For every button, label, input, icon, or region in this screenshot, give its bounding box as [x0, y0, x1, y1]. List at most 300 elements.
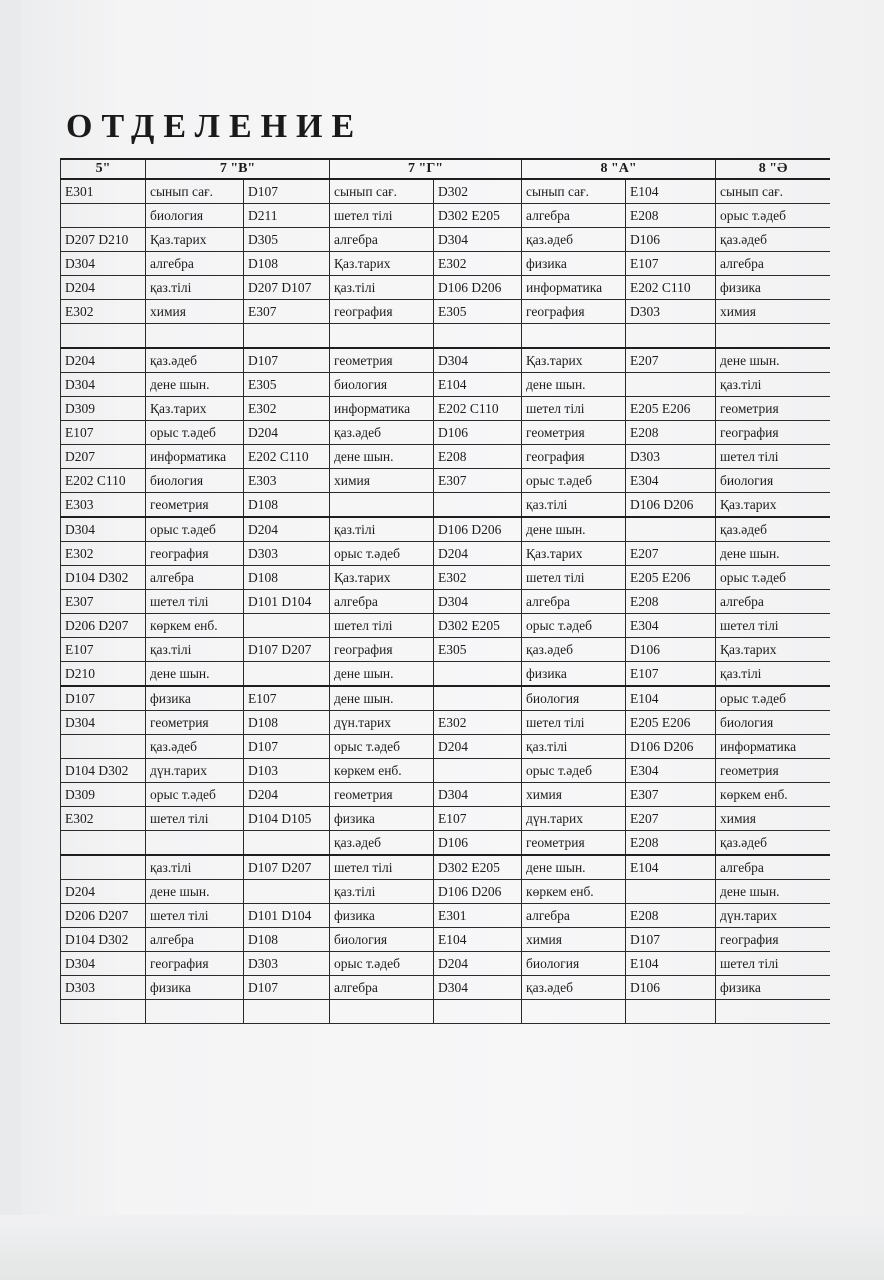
table-row — [61, 179, 831, 204]
room-cell: D204 — [244, 783, 330, 807]
table-row — [61, 348, 831, 373]
room-cell — [61, 1000, 146, 1024]
subject-cell: орыс т.әдеб — [330, 952, 434, 976]
subject-cell: физика — [330, 904, 434, 928]
room-cell: D108 — [244, 252, 330, 276]
room-cell: D108 — [244, 493, 330, 518]
subject-cell: химия — [522, 783, 626, 807]
subject-cell: орыс т.әдеб — [522, 614, 626, 638]
table-row — [61, 566, 831, 590]
subject-cell: дене шын. — [330, 445, 434, 469]
room-cell: E202 C110 — [244, 445, 330, 469]
room-cell — [434, 759, 522, 783]
class-header-row — [61, 159, 831, 179]
room-cell: D106 D206 — [626, 735, 716, 759]
subject-cell: дене шын. — [146, 880, 244, 904]
room-cell — [434, 493, 522, 518]
room-cell: D304 — [434, 228, 522, 252]
subject-cell: Қаз.тарих — [330, 566, 434, 590]
subject-cell: алгебра — [146, 566, 244, 590]
table-row — [61, 421, 831, 445]
subject-cell: шетел тілі — [522, 711, 626, 735]
room-cell — [244, 831, 330, 856]
room-cell — [244, 662, 330, 687]
table-row — [61, 373, 831, 397]
room-cell: D106 D206 — [626, 493, 716, 518]
subject-cell: физика — [146, 976, 244, 1000]
subject-cell: қаз.әдеб — [522, 638, 626, 662]
subject-cell: шетел тілі — [146, 807, 244, 831]
room-cell: D107 — [244, 179, 330, 204]
room-cell: D302 E205 — [434, 614, 522, 638]
room-cell: E205 E206 — [626, 566, 716, 590]
subject-cell: геометрия — [146, 711, 244, 735]
class-header: 5" — [61, 159, 146, 179]
subject-cell: дүн.тарих — [716, 904, 830, 928]
subject-cell: физика — [146, 686, 244, 711]
table-row — [61, 783, 831, 807]
table-row — [61, 542, 831, 566]
room-cell: D304 — [434, 783, 522, 807]
subject-cell: алгебра — [716, 252, 830, 276]
room-cell: D106 — [434, 421, 522, 445]
subject-cell: шетел тілі — [716, 445, 830, 469]
subject-cell: қаз.тілі — [330, 276, 434, 300]
subject-cell — [330, 493, 434, 518]
subject-cell: алгебра — [716, 855, 830, 880]
subject-cell: геометрия — [146, 493, 244, 518]
subject-cell: қаз.әдеб — [716, 228, 830, 252]
table-row — [61, 807, 831, 831]
subject-cell: алгебра — [146, 928, 244, 952]
room-cell — [434, 662, 522, 687]
subject-cell: алгебра — [522, 904, 626, 928]
room-cell: D305 — [244, 228, 330, 252]
room-cell: E208 — [626, 590, 716, 614]
subject-cell: қаз.тілі — [522, 493, 626, 518]
subject-cell: қаз.әдеб — [330, 421, 434, 445]
room-cell: E302 — [61, 807, 146, 831]
subject-cell: қаз.әдеб — [330, 831, 434, 856]
room-cell — [61, 324, 146, 349]
subject-cell: дене шын. — [716, 348, 830, 373]
subject-cell — [716, 324, 830, 349]
room-cell — [61, 735, 146, 759]
class-header: 7 "Г" — [330, 159, 522, 179]
subject-cell: қаз.тілі — [146, 855, 244, 880]
subject-cell: физика — [522, 252, 626, 276]
room-cell: E104 — [434, 373, 522, 397]
table-row — [61, 517, 831, 542]
table-row — [61, 928, 831, 952]
subject-cell: Қаз.тарих — [522, 542, 626, 566]
subject-cell: орыс т.әдеб — [716, 686, 830, 711]
schedule-table-wrapper — [60, 158, 830, 1148]
room-cell: E303 — [244, 469, 330, 493]
room-cell: D303 — [244, 542, 330, 566]
subject-cell — [330, 1000, 434, 1024]
subject-cell: алгебра — [716, 590, 830, 614]
table-row — [61, 493, 831, 518]
room-cell: E207 — [626, 542, 716, 566]
subject-cell: информатика — [330, 397, 434, 421]
subject-cell: Қаз.тарих — [716, 638, 830, 662]
room-cell: E205 E206 — [626, 711, 716, 735]
room-cell: E305 — [434, 300, 522, 324]
room-cell: D106 — [626, 976, 716, 1000]
subject-cell: дене шын. — [146, 373, 244, 397]
subject-cell: шетел тілі — [146, 904, 244, 928]
subject-cell — [522, 324, 626, 349]
schedule-body — [61, 179, 831, 1024]
room-cell: D207 D210 — [61, 228, 146, 252]
room-cell: D207 D107 — [244, 276, 330, 300]
subject-cell: геометрия — [330, 348, 434, 373]
room-cell — [61, 204, 146, 228]
subject-cell: Қаз.тарих — [330, 252, 434, 276]
table-row — [61, 204, 831, 228]
room-cell: E208 — [626, 421, 716, 445]
subject-cell: дүн.тарих — [330, 711, 434, 735]
room-cell: D304 — [61, 711, 146, 735]
room-cell: D207 — [61, 445, 146, 469]
subject-cell: орыс т.әдеб — [146, 517, 244, 542]
subject-cell: география — [330, 300, 434, 324]
subject-cell: қаз.әдеб — [522, 228, 626, 252]
subject-cell: химия — [146, 300, 244, 324]
subject-cell: геометрия — [716, 759, 830, 783]
room-cell: E107 — [61, 421, 146, 445]
subject-cell: қаз.әдеб — [146, 348, 244, 373]
room-cell: E304 — [626, 759, 716, 783]
subject-cell: дене шын. — [522, 517, 626, 542]
room-cell: E307 — [626, 783, 716, 807]
room-cell: E202 C110 — [61, 469, 146, 493]
subject-cell: сынып сағ. — [522, 179, 626, 204]
room-cell: D108 — [244, 566, 330, 590]
room-cell: E107 — [61, 638, 146, 662]
room-cell: E302 — [61, 542, 146, 566]
room-cell — [626, 880, 716, 904]
room-cell — [244, 880, 330, 904]
subject-cell: қаз.тілі — [716, 373, 830, 397]
subject-cell — [146, 324, 244, 349]
room-cell: E302 — [434, 566, 522, 590]
room-cell: E307 — [244, 300, 330, 324]
room-cell — [61, 855, 146, 880]
room-cell: D104 D302 — [61, 928, 146, 952]
room-cell: D304 — [61, 373, 146, 397]
room-cell: D106 — [626, 228, 716, 252]
room-cell: D204 — [61, 348, 146, 373]
room-cell: D107 — [626, 928, 716, 952]
subject-cell: орыс т.әдеб — [522, 759, 626, 783]
room-cell: E301 — [434, 904, 522, 928]
subject-cell: география — [716, 421, 830, 445]
table-row — [61, 445, 831, 469]
room-cell: D204 — [434, 542, 522, 566]
subject-cell: биология — [716, 469, 830, 493]
room-cell: D108 — [244, 928, 330, 952]
subject-cell: информатика — [146, 445, 244, 469]
room-cell: E307 — [61, 590, 146, 614]
subject-cell — [146, 831, 244, 856]
subject-cell: қаз.тілі — [716, 662, 830, 687]
subject-cell: қаз.әдеб — [716, 831, 830, 856]
table-row — [61, 952, 831, 976]
table-row — [61, 590, 831, 614]
table-row — [61, 759, 831, 783]
subject-cell: сынып сағ. — [716, 179, 830, 204]
room-cell: D302 E205 — [434, 855, 522, 880]
subject-cell: география — [522, 300, 626, 324]
subject-cell: қаз.тілі — [146, 276, 244, 300]
subject-cell: Қаз.тарих — [146, 397, 244, 421]
room-cell: E304 — [626, 614, 716, 638]
room-cell: D206 D207 — [61, 904, 146, 928]
subject-cell: география — [522, 445, 626, 469]
room-cell: E302 — [244, 397, 330, 421]
subject-cell: биология — [716, 711, 830, 735]
room-cell: E202 C110 — [626, 276, 716, 300]
subject-cell: шетел тілі — [716, 614, 830, 638]
subject-cell: қаз.әдеб — [522, 976, 626, 1000]
subject-cell: Қаз.тарих — [146, 228, 244, 252]
subject-cell: алгебра — [330, 976, 434, 1000]
subject-cell: дене шын. — [330, 686, 434, 711]
room-cell: D104 D302 — [61, 759, 146, 783]
room-cell: D204 — [434, 735, 522, 759]
room-cell: D204 — [244, 517, 330, 542]
schedule-table — [60, 158, 830, 1024]
room-cell: D107 D207 — [244, 638, 330, 662]
subject-cell: дене шын. — [146, 662, 244, 687]
page-title: ОТДЕЛЕНИЕ — [66, 108, 364, 145]
subject-cell: информатика — [716, 735, 830, 759]
subject-cell: орыс т.әдеб — [330, 735, 434, 759]
subject-cell: орыс т.әдеб — [716, 204, 830, 228]
room-cell: D206 D207 — [61, 614, 146, 638]
room-cell: E208 — [626, 831, 716, 856]
table-row — [61, 735, 831, 759]
subject-cell: көркем енб. — [330, 759, 434, 783]
room-cell — [434, 1000, 522, 1024]
room-cell: D211 — [244, 204, 330, 228]
room-cell: D104 D105 — [244, 807, 330, 831]
subject-cell: көркем енб. — [146, 614, 244, 638]
subject-cell: қаз.тілі — [330, 880, 434, 904]
room-cell: D106 — [626, 638, 716, 662]
room-cell: E208 — [626, 204, 716, 228]
room-cell — [244, 614, 330, 638]
table-row — [61, 686, 831, 711]
class-header: 8 "Ә — [716, 159, 830, 179]
subject-cell: биология — [146, 469, 244, 493]
subject-cell: шетел тілі — [330, 855, 434, 880]
subject-cell: физика — [716, 976, 830, 1000]
table-row — [61, 855, 831, 880]
subject-cell: биология — [330, 928, 434, 952]
subject-cell: химия — [716, 300, 830, 324]
subject-cell: шетел тілі — [522, 566, 626, 590]
room-cell: D304 — [61, 252, 146, 276]
subject-cell: көркем енб. — [716, 783, 830, 807]
room-cell — [244, 1000, 330, 1024]
room-cell — [626, 324, 716, 349]
table-row — [61, 638, 831, 662]
subject-cell: алгебра — [522, 204, 626, 228]
subject-cell: сынып сағ. — [330, 179, 434, 204]
subject-cell: дене шын. — [522, 373, 626, 397]
subject-cell: дене шын. — [330, 662, 434, 687]
room-cell — [626, 517, 716, 542]
subject-cell: география — [146, 542, 244, 566]
subject-cell: Қаз.тарих — [522, 348, 626, 373]
subject-cell: орыс т.әдеб — [146, 783, 244, 807]
table-row — [61, 831, 831, 856]
subject-cell: алгебра — [330, 590, 434, 614]
table-row — [61, 711, 831, 735]
room-cell: D106 D206 — [434, 880, 522, 904]
room-cell: D204 — [61, 880, 146, 904]
room-cell: D204 — [244, 421, 330, 445]
subject-cell: орыс т.әдеб — [146, 421, 244, 445]
room-cell — [626, 1000, 716, 1024]
subject-cell: геометрия — [716, 397, 830, 421]
room-cell: D302 E205 — [434, 204, 522, 228]
subject-cell: физика — [716, 276, 830, 300]
table-row — [61, 276, 831, 300]
room-cell: D309 — [61, 783, 146, 807]
subject-cell: қаз.тілі — [146, 638, 244, 662]
room-cell — [244, 324, 330, 349]
room-cell: D106 D206 — [434, 517, 522, 542]
room-cell: D107 — [244, 735, 330, 759]
room-cell: E107 — [244, 686, 330, 711]
subject-cell: алгебра — [330, 228, 434, 252]
room-cell: E208 — [626, 904, 716, 928]
room-cell: E107 — [626, 252, 716, 276]
class-header: 8 "А" — [522, 159, 716, 179]
room-cell: D303 — [244, 952, 330, 976]
subject-cell: алгебра — [146, 252, 244, 276]
room-cell: D210 — [61, 662, 146, 687]
room-cell: D106 — [434, 831, 522, 856]
subject-cell: шетел тілі — [522, 397, 626, 421]
room-cell: E307 — [434, 469, 522, 493]
room-cell — [434, 324, 522, 349]
room-cell: E104 — [626, 952, 716, 976]
room-cell: E205 E206 — [626, 397, 716, 421]
subject-cell: дене шын. — [522, 855, 626, 880]
background-surface — [0, 1215, 884, 1280]
table-row — [61, 904, 831, 928]
room-cell — [626, 373, 716, 397]
table-row — [61, 880, 831, 904]
subject-cell: қаз.әдеб — [716, 517, 830, 542]
subject-cell — [716, 1000, 830, 1024]
room-cell: D101 D104 — [244, 590, 330, 614]
subject-cell: дене шын. — [716, 880, 830, 904]
room-cell: E303 — [61, 493, 146, 518]
room-cell: D107 — [244, 348, 330, 373]
subject-cell: география — [330, 638, 434, 662]
room-cell: E302 — [61, 300, 146, 324]
subject-cell: физика — [522, 662, 626, 687]
subject-cell: алгебра — [522, 590, 626, 614]
room-cell: D204 — [61, 276, 146, 300]
table-row — [61, 228, 831, 252]
subject-cell: қаз.тілі — [330, 517, 434, 542]
room-cell: D304 — [434, 976, 522, 1000]
subject-cell: сынып сағ. — [146, 179, 244, 204]
room-cell: E104 — [626, 179, 716, 204]
table-row — [61, 469, 831, 493]
room-cell: D204 — [434, 952, 522, 976]
subject-cell: биология — [522, 686, 626, 711]
room-cell: E104 — [626, 855, 716, 880]
room-cell: D107 — [244, 976, 330, 1000]
room-cell: E302 — [434, 252, 522, 276]
table-row — [61, 300, 831, 324]
room-cell: E305 — [244, 373, 330, 397]
subject-cell: шетел тілі — [330, 204, 434, 228]
subject-cell: биология — [522, 952, 626, 976]
room-cell: D303 — [61, 976, 146, 1000]
table-row — [61, 324, 831, 349]
subject-cell: информатика — [522, 276, 626, 300]
room-cell: D303 — [626, 300, 716, 324]
room-cell: E202 C110 — [434, 397, 522, 421]
subject-cell: география — [146, 952, 244, 976]
subject-cell: физика — [330, 807, 434, 831]
room-cell: E304 — [626, 469, 716, 493]
subject-cell: қаз.әдеб — [146, 735, 244, 759]
table-row — [61, 397, 831, 421]
subject-cell: дүн.тарих — [146, 759, 244, 783]
subject-cell: шетел тілі — [330, 614, 434, 638]
room-cell: E302 — [434, 711, 522, 735]
class-header: 7 "В" — [146, 159, 330, 179]
subject-cell — [330, 324, 434, 349]
room-cell: D304 — [61, 517, 146, 542]
room-cell: E207 — [626, 348, 716, 373]
table-row — [61, 1000, 831, 1024]
room-cell: E104 — [626, 686, 716, 711]
table-row — [61, 252, 831, 276]
subject-cell: дүн.тарих — [522, 807, 626, 831]
room-cell: D309 — [61, 397, 146, 421]
room-cell: D304 — [434, 348, 522, 373]
room-cell: D101 D104 — [244, 904, 330, 928]
subject-cell — [522, 1000, 626, 1024]
subject-cell: геометрия — [522, 831, 626, 856]
subject-cell: химия — [330, 469, 434, 493]
subject-cell: орыс т.әдеб — [716, 566, 830, 590]
subject-cell: география — [716, 928, 830, 952]
room-cell: D108 — [244, 711, 330, 735]
room-cell: D302 — [434, 179, 522, 204]
room-cell: D304 — [434, 590, 522, 614]
room-cell: D107 D207 — [244, 855, 330, 880]
room-cell: E208 — [434, 445, 522, 469]
subject-cell: орыс т.әдеб — [522, 469, 626, 493]
room-cell: D103 — [244, 759, 330, 783]
table-row — [61, 976, 831, 1000]
subject-cell: Қаз.тарих — [716, 493, 830, 518]
room-cell: D104 D302 — [61, 566, 146, 590]
subject-cell: орыс т.әдеб — [330, 542, 434, 566]
